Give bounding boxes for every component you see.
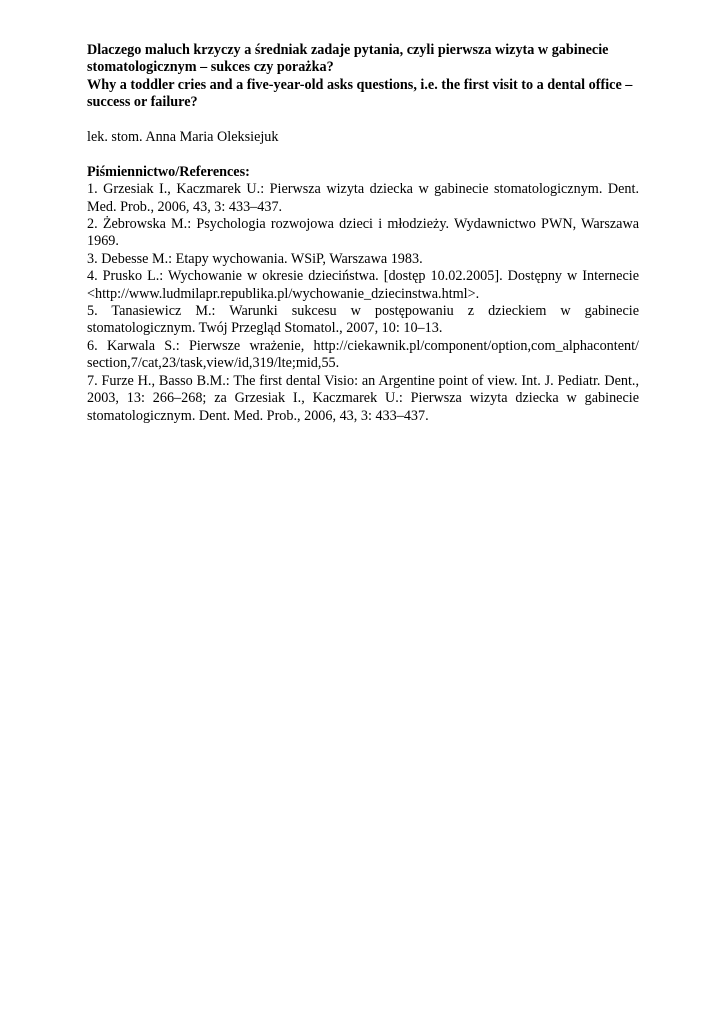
document-page [87,42,639,425]
author-line: lek. stom. Anna Maria Oleksiejuk [87,129,279,146]
document-title [87,42,639,112]
references-list [87,181,639,425]
reference-item: 5. Tanasiewicz M.: Warunki sukcesu w postępowaniu z dzieckiem w gabinecie stomatologicznym. Twój Przegląd Stomatol., 2007, 10: 10–13. [87,303,639,337]
reference-item: 7. Furze H., Basso B.M.: The first dental Visio: an Argentine point of view. Int. J. Pediatr. Dent., 2003, 13: 266–268; za Grzesiak I., Kaczmarek U.: Pierwsza wizyta dziecka w gabinecie stomatologicznym. Dent. Med. Prob., 2006, 43, 3: 433–437. [87,372,639,424]
title-english: Why a toddler cries and a five-year-old asks questions, i.e. the first visit to a dental office – success or failure? [87,76,633,111]
reference-item: 6. Karwala S.: Pierwsze wrażenie, http://ciekawnik.pl/component/option,com_alphacontent/ section,7/cat,23/task,view/id,319/lte;mid,55. [87,337,639,372]
reference-item: 3. Debesse M.: Etapy wychowania. WSiP, Warszawa 1983. [87,250,423,267]
reference-item: 2. Żebrowska M.: Psychologia rozwojowa dzieci i młodzieży. Wydawnictwo PWN, Warszawa 1969. [87,216,639,250]
title-polish: Dlaczego maluch krzyczy a średniak zadaje pytania, czyli pierwsza wizyta w gabinecie stomatologicznym – sukces czy porażka? [87,42,609,76]
reference-item: 4. Prusko L.: Wychowanie w okresie dzieciństwa. [dostęp 10.02.2005]. Dostępny w Internecie <http://www.ludmilapr.republika.pl/wychowanie_dziecinstwa.html>. [87,268,639,302]
reference-item: 1. Grzesiak I., Kaczmarek U.: Pierwsza wizyta dziecka w gabinecie stomatologicznym. Dent. Med. Prob., 2006, 43, 3: 433–437. [87,181,639,215]
references-heading: Piśmiennictwo/References: [87,163,250,180]
